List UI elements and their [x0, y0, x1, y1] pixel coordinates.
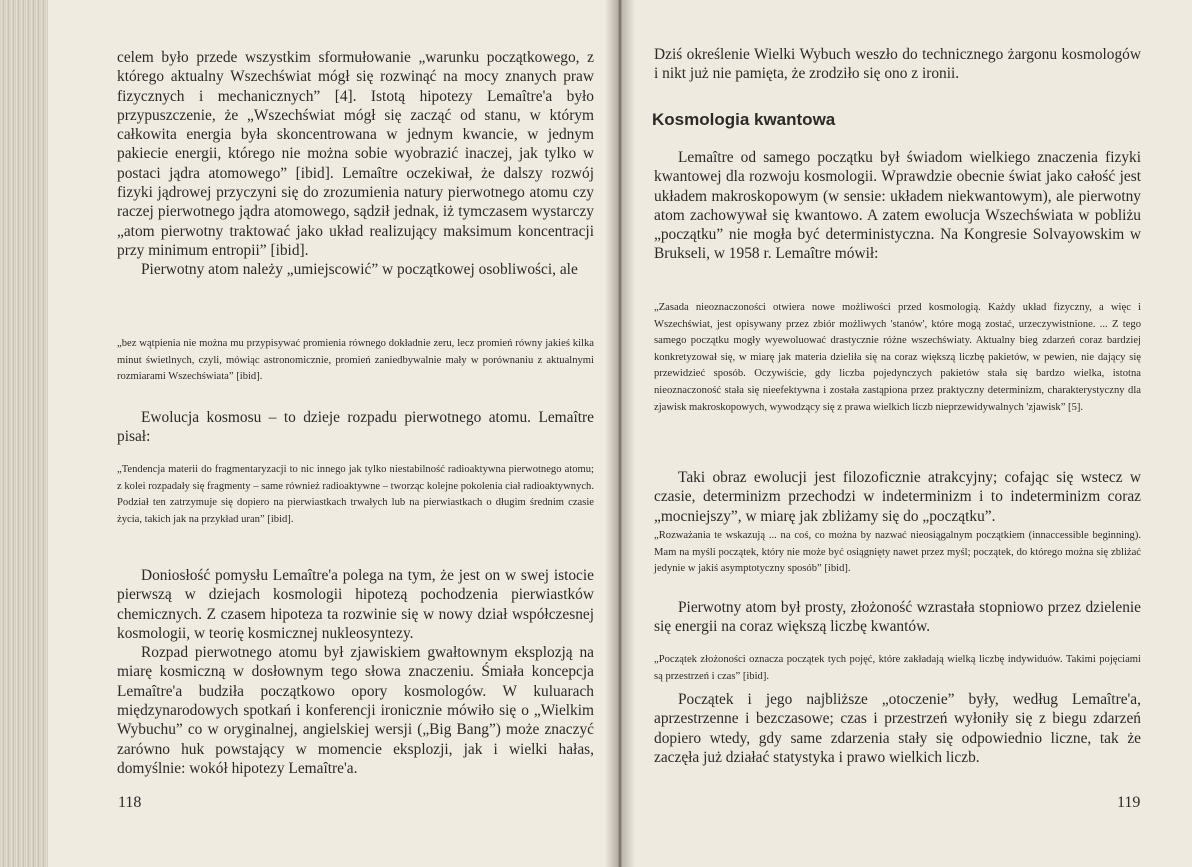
left-quote-2: „Tendencja materii do fragmentaryzacji to nic innego jak tylko niestabilność radioaktywna pierwotnego atomu; z kolei rozpadały się fragmenty – same również radioaktywne – tworząc kolejne pokolenia ciał radioaktywnych. Podział ten zatrzymuje się dopiero na pierwiastkach trwałych lub na pierwiastkach o długim średnim czasie życia, takich jak na przykład uran” [ibid].: [117, 464, 594, 525]
right-quote-1: „Zasada nieoznaczoności otwiera nowe możliwości przed kosmologią. Każdy układ fizyczny, a więc i Wszechświat, jest opisywany przez zbiór możliwych 'stanów', które mogą zostać, urzeczywistnione. ... Z tego samego początku mogły wyewoluować drastycznie różne wszechświaty. Aktualny bieg zdarzeń coraz bardziej konkretyzował się, w miarę jak materia dzieliła się na coraz większą liczbę pakietów, w pewien, nie dający się przewidzieć sposób. Oczywiście, gdy liczba pojedynczych pakietów stała się bardzo wielka, istotna nieoznaczoność stała się nieefektywna i została zastąpiona przez praktyczny determinizm, charakterystyczny dla zjawisk makroskopowych, wywodzący się z prawa wielkich liczb nieprzewidywalnych 'zjawisk” [5].: [654, 302, 1141, 413]
right-quote-3: „Początek złożoności oznacza początek tych pojęć, które zakładają wielką liczbę indywiduów. Takimi pojęciami są przestrzeń i czas” [ibid].: [654, 654, 1141, 682]
right-paragraph-3: Taki obraz ewolucji jest filozoficznie atrakcyjny; cofając się wstecz w czasie, determinizm przechodzi w indeterminizm i to indeterminizm coraz „mocniejszy”, w miarę jak zbliżamy się do „początku”.: [654, 469, 1141, 525]
left-paragraph-2: Pierwotny atom należy „umiejscowić” w początkowej osobliwości, ale: [141, 261, 578, 279]
right-paragraph-5: Początek i jego najbliższe „otoczenie” były, według Lemaître'a, aprzestrzenne i bezczasowe; czas i przestrzeń wyłoniły się z biegu zdarzeń dopiero wtedy, gdy same zdarzenia stały się odpowiednio liczne, tak że zaczęła już działać statystyka i prawo wielkich liczb.: [654, 691, 1141, 766]
right-paragraph-2: Lemaître od samego początku był świadom wielkiego znaczenia fizyki kwantowej dla rozwoju kosmologii. Wprawdzie obecnie świat jako całość jest układem makroskopowym (w sensie: układem niekwantowym), ale pierwotny atom zachowywał się kwantowo. A zatem ewolucja Wszechświata w pobliżu „początku” nie mogła być deterministyczna. Na Kongresie Solvayowskim w Brukseli, w 1958 r. Lemaître mówił:: [654, 149, 1141, 263]
book-gutter: [605, 0, 635, 867]
page-edges: [0, 0, 48, 867]
left-paragraph-1: celem było przede wszystkim sformułowanie „warunku początkowego, z którego aktualny Wszechświat mógł się rozwinąć na mocy znanych praw fizycznych i mechanicznych” [4]. Istotą hipotezy Lemaître'a było przypuszczenie, że „Wszechświat mógł się zacząć od stanu, w którym całkowita energia była skoncentrowana w jednym kwancie, w jednym pakiecie energii, którego nie można sobie wyobrazić inaczej, jak tylko w postaci jądra atomowego” [ibid]. Lemaître oczekiwał, że dalszy rozwój fizyki jądrowej przyczyni się do zrozumienia natury pierwotnego atomu czy raczej pierwotnego jądra atomowego, sądził jednak, iż tymczasem wystarczy „atom pierwotny traktować jako układ realizujący maksimum koncentracji przy minimum entropii” [ibid].: [117, 49, 594, 259]
right-page: [622, 0, 1192, 867]
page-number-right: 119: [1117, 794, 1141, 811]
section-heading: Kosmologia kwantowa: [652, 110, 836, 129]
left-paragraph-3: Ewolucja kosmosu – to dzieje rozpadu pierwotnego atomu. Lemaître pisał:: [117, 409, 594, 446]
right-quote-2: „Rozważania te wskazują ... na coś, co można by nazwać nieosiągalnym początkiem (innaccessible beginning). Mam na myśli początek, który nie może być osiągnięty nawet przez myśl; początek, do którego można się zbliżać jedynie w jakiś asymptotyczny sposób” [ibid].: [654, 530, 1141, 575]
left-text-block-2: [117, 566, 594, 778]
left-paragraph-4: Doniosłość pomysłu Lemaître'a polega na tym, że jest on w swej istocie pierwszą w dziejach kosmologii hipotezą pochodzenia pierwiastków chemicznych. Z czasem hipoteza ta rozwinie się w nowy dział współczesnej kosmologii, w teorię kosmicznej nukleosyntezy.: [117, 567, 594, 642]
right-paragraph-1: Dziś określenie Wielki Wybuch weszło do technicznego żargonu kosmologów i nikt już nie pamięta, że zrodziło się ono z ironii.: [654, 46, 1141, 83]
left-page: [48, 0, 618, 867]
left-paragraph-5: Rozpad pierwotnego atomu był zjawiskiem gwałtownym eksplozją na miarę kosmiczną w dosłownym tego słowa znaczeniu. Śmiała koncepcja Lemaître'a budziła początkowo opory kosmologów. W kuluarach międzynarodowych spotkań i konferencji ironicznie mówiło się o „Wielkim Wybuchu” co w oryginalnej, angielskiej wersji („Big Bang”) może znaczyć zarówno huk powstający w momencie eksplozji, jak i wielki hałas, domyślnie: wokół hipotezy Lemaître'a.: [117, 644, 594, 777]
right-paragraph-4: Pierwotny atom był prosty, złożoność wzrastała stopniowo przez dzielenie się energii na coraz większą liczbę kwantów.: [654, 599, 1141, 636]
left-quote-1: „bez wątpienia nie można mu przypisywać promienia równego dokładnie zeru, lecz promień równy jakieś kilka minut świetlnych, czyli, mówiąc astronomicznie, promień zaniedbywalnie mały w porównaniu z aktualnymi rozmiarami Wszechświata” [ibid].: [117, 338, 594, 383]
left-text-block: [117, 48, 594, 280]
page-number-left: 118: [118, 794, 142, 811]
